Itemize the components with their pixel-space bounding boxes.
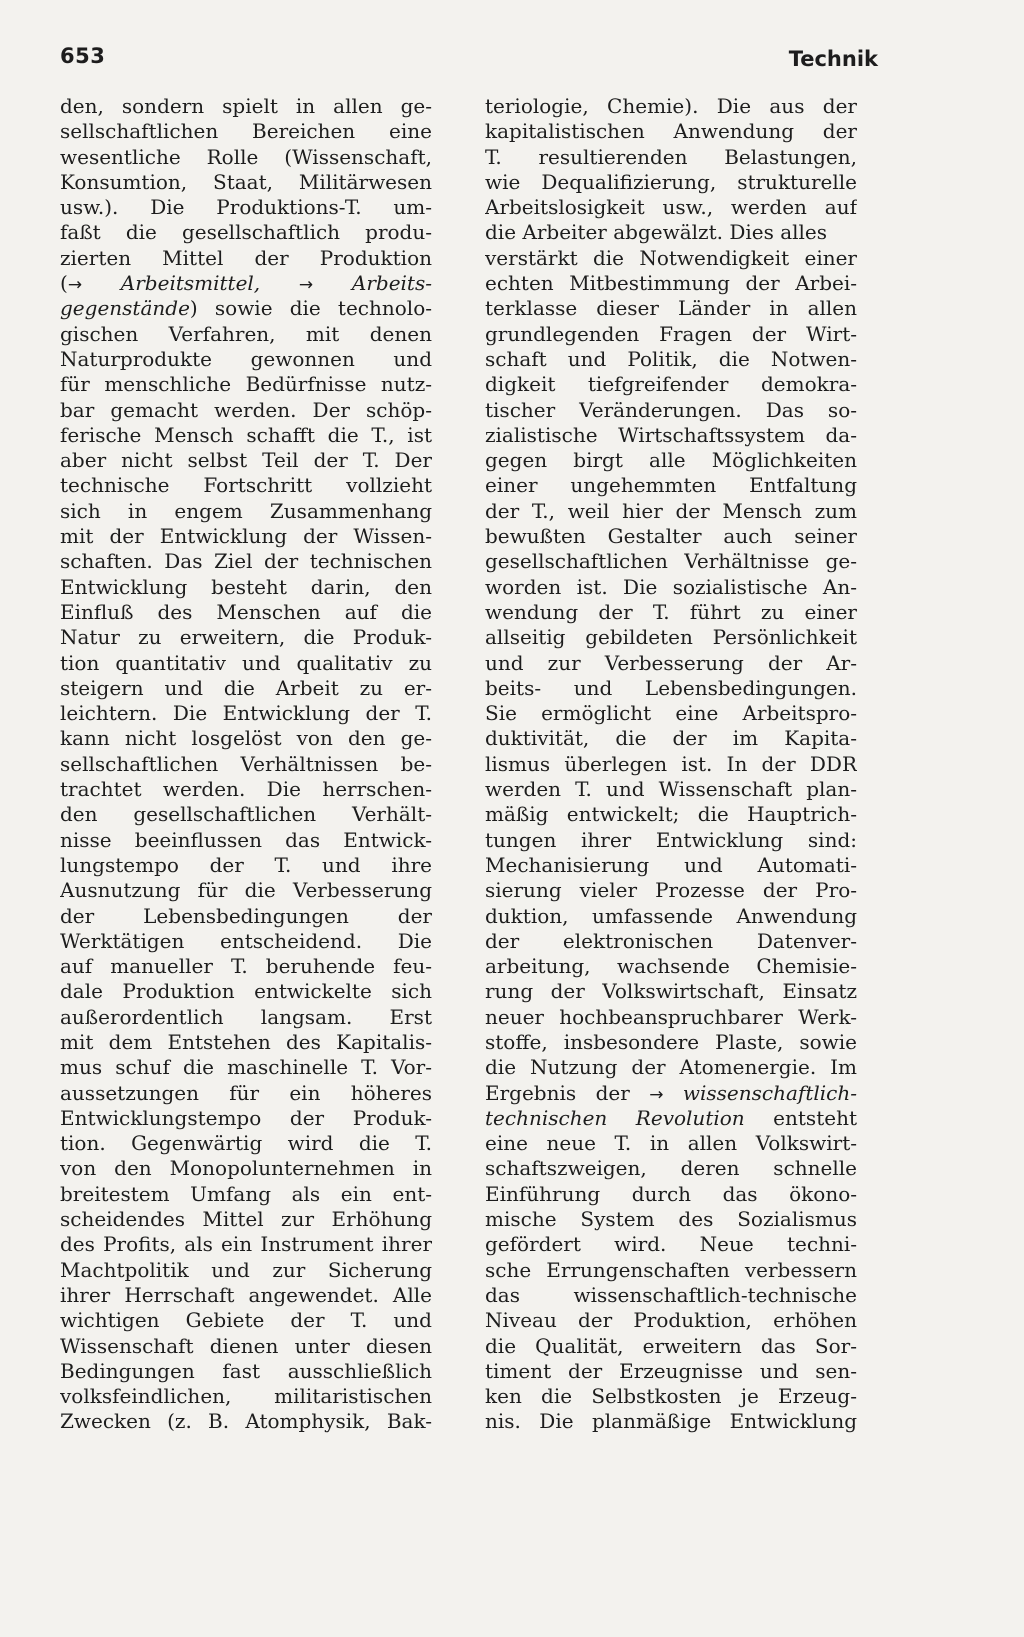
text-line: die Arbeiter abgewälzt. Dies alles — [485, 220, 828, 245]
text-line: einer ungehemmten Entfaltung — [485, 473, 857, 498]
text-line: stoffe, insbesondere Plaste, sowie — [485, 1029, 857, 1054]
text-line: Mechanisierung und Automati- — [485, 852, 857, 877]
text-line: teriologie, Chemie). Die aus der — [485, 94, 857, 118]
text-line: für menschliche Bedürfnisse nutz- — [60, 372, 432, 397]
text-line: der T., weil hier der Mensch zum — [485, 498, 857, 523]
text-line: mäßig entwickelt; die Hauptrich- — [485, 802, 857, 827]
text-line: dale Produktion entwickelte sich — [60, 979, 432, 1004]
text-line: T. resultierenden Belastungen, — [485, 144, 857, 169]
text-fragment — [260, 271, 299, 295]
text-line: nisse beeinflussen das Entwick- — [60, 827, 432, 852]
text-line: aussetzungen für ein höheres — [60, 1080, 432, 1105]
text-line: aber nicht selbst Teil der T. Der — [60, 448, 432, 473]
text-line: faßt die gesellschaftlich produ- — [60, 220, 432, 245]
text-line — [60, 296, 432, 321]
text-line: neuer hochbeanspruchbarer Werk- — [485, 1004, 857, 1029]
running-head: Technik — [788, 47, 878, 71]
cross-reference-arrow-icon: → — [298, 275, 314, 296]
text-line: zierten Mittel der Produktion — [60, 245, 432, 270]
cross-reference-term: technischen Revolution — [485, 1105, 745, 1130]
text-line: ihrer Herrschaft angewendet. Alle — [60, 1282, 432, 1307]
text-line: nis. Die planmäßige Entwicklung — [485, 1409, 857, 1434]
text-line: Sie ermöglicht eine Arbeitspro- — [485, 701, 857, 726]
text-line: Naturprodukte gewonnen und — [60, 346, 432, 371]
text-line: duktion, umfassende Anwendung — [485, 903, 857, 928]
text-line: schaften. Das Ziel der technischen — [60, 549, 432, 574]
cross-reference-term: Arbeitsmittel, — [82, 271, 261, 296]
text-line: tungen ihrer Entwicklung sind: — [485, 827, 857, 852]
text-line: tischer Veränderungen. Das so- — [485, 397, 857, 422]
text-line: allseitig gebildeten Persönlichkeit — [485, 625, 857, 650]
text-line: der elektronischen Datenver- — [485, 928, 857, 953]
text-line: ken die Selbstkosten je Erzeug- — [485, 1384, 857, 1409]
text-line: Entwicklungstempo der Produk- — [60, 1105, 432, 1130]
text-line: wesentliche Rolle (Wissenschaft, — [60, 144, 432, 169]
text-line: Niveau der Produktion, erhöhen — [485, 1308, 857, 1333]
text-line: beits- und Lebensbedingungen. — [485, 675, 857, 700]
text-line: Zwecken (z. B. Atomphysik, Bak- — [60, 1409, 432, 1434]
text-line: timent der Erzeugnisse und sen- — [485, 1358, 857, 1383]
text-line: den, sondern spielt in allen ge- — [60, 94, 432, 118]
text-line — [60, 271, 432, 296]
text-line: Entwicklung besteht darin, den — [60, 574, 432, 599]
text-fragment: ( — [60, 271, 68, 296]
text-line: Konsumtion, Staat, Militärwesen — [60, 169, 432, 194]
text-line: gefördert wird. Neue techni- — [485, 1232, 857, 1257]
text-line: lungstempo der T. und ihre — [60, 852, 432, 877]
cross-reference-term: gegenstände — [60, 296, 190, 321]
text-line: gegen birgt alle Möglichkeiten — [485, 448, 857, 473]
text-line: auf manueller T. beruhende feu- — [60, 954, 432, 979]
text-line: terklasse dieser Länder in allen — [485, 296, 857, 321]
text-line: wendung der T. führt zu einer — [485, 599, 857, 624]
text-line: wichtigen Gebiete der T. und — [60, 1308, 432, 1333]
text-line: lismus überlegen ist. In der DDR — [485, 751, 857, 776]
text-line: sierung vieler Prozesse der Pro- — [485, 878, 857, 903]
text-line: technische Fortschritt vollzieht — [60, 473, 432, 498]
text-line: echten Mitbestimmung der Arbei- — [485, 271, 857, 296]
text-line: den gesellschaftlichen Verhält- — [60, 802, 432, 827]
text-line: scheidendes Mittel zur Erhöhung — [60, 1207, 432, 1232]
text-line: Einfluß des Menschen auf die — [60, 599, 432, 624]
cross-reference-term: wissenschaftlich- — [663, 1080, 857, 1105]
text-line: rung der Volkswirtschaft, Einsatz — [485, 979, 857, 1004]
cross-reference-arrow-icon: → — [67, 275, 83, 296]
cross-reference-arrow-icon: → — [649, 1084, 664, 1105]
text-line: Arbeitslosigkeit usw., werden auf — [485, 195, 857, 220]
text-column-left — [60, 94, 432, 1435]
text-line: Einführung durch das ökono- — [485, 1181, 857, 1206]
text-line: Machtpolitik und zur Sicherung — [60, 1257, 432, 1282]
text-line: die Nutzung der Atomenergie. Im — [485, 1055, 857, 1080]
text-line: der Lebensbedingungen der — [60, 903, 432, 928]
text-line: worden ist. Die sozialistische An- — [485, 574, 857, 599]
page-number: 653 — [60, 44, 106, 68]
text-line: mus schuf die maschinelle T. Vor- — [60, 1055, 432, 1080]
text-line: volksfeindlichen, militaristischen — [60, 1384, 432, 1409]
text-line: Werktätigen entscheidend. Die — [60, 928, 432, 953]
text-line: Natur zu erweitern, die Produk- — [60, 625, 432, 650]
text-line: mit dem Entstehen des Kapitalis- — [60, 1029, 432, 1054]
text-line: das wissenschaftlich-technische — [485, 1282, 857, 1307]
text-line: trachtet werden. Die herrschen- — [60, 777, 432, 802]
text-line: Bedingungen fast ausschließlich — [60, 1358, 432, 1383]
text-line: gischen Verfahren, mit denen — [60, 321, 432, 346]
text-line: kapitalistischen Anwendung der — [485, 119, 857, 144]
text-line: duktivität, die der im Kapita- — [485, 726, 857, 751]
text-line: breitestem Umfang als ein ent- — [60, 1181, 432, 1206]
text-line: sich in engem Zusammenhang — [60, 498, 432, 523]
text-line: tion quantitativ und qualitativ zu — [60, 650, 432, 675]
text-line: leichtern. Die Entwicklung der T. — [60, 701, 432, 726]
text-fragment: Ergebnis der — [485, 1080, 650, 1105]
text-line: gesellschaftlichen Verhältnisse ge- — [485, 549, 857, 574]
text-line — [485, 1081, 857, 1106]
text-line: bar gemacht werden. Der schöp- — [60, 397, 432, 422]
text-line: und zur Verbesserung der Ar- — [485, 650, 857, 675]
text-line: eine neue T. in allen Volkswirt- — [485, 1131, 857, 1156]
text-line: ferische Mensch schafft die T., ist — [60, 422, 432, 447]
text-line — [485, 1106, 857, 1131]
text-line: sellschaftlichen Verhältnissen be- — [60, 751, 432, 776]
text-line: schaftszweigen, deren schnelle — [485, 1156, 857, 1181]
text-line: die Qualität, erweitern das Sor- — [485, 1333, 857, 1358]
text-line: schaft und Politik, die Notwen- — [485, 346, 857, 371]
text-line: werden T. und Wissenschaft plan- — [485, 777, 857, 802]
text-line: kann nicht losgelöst von den ge- — [60, 726, 432, 751]
text-line: sellschaftlichen Bereichen eine — [60, 119, 432, 144]
text-line: bewußten Gestalter auch seiner — [485, 524, 857, 549]
text-line: außerordentlich langsam. Erst — [60, 1004, 432, 1029]
text-line: mische System des Sozialismus — [485, 1207, 857, 1232]
text-line: Wissenschaft dienen unter diesen — [60, 1333, 432, 1358]
text-line: sche Errungenschaften verbessern — [485, 1257, 857, 1282]
text-line: wie Dequalifizierung, strukturelle — [485, 169, 857, 194]
cross-reference-term: Arbeits- — [313, 271, 432, 296]
text-line: digkeit tiefgreifender demokra- — [485, 372, 857, 397]
text-line: arbeitung, wachsende Chemisie- — [485, 954, 857, 979]
text-line: tion. Gegenwärtig wird die T. — [60, 1131, 432, 1156]
text-line: zialistische Wirtschaftssystem da- — [485, 422, 857, 447]
text-fragment: entsteht — [744, 1105, 857, 1130]
text-line: steigern und die Arbeit zu er- — [60, 675, 432, 700]
text-line: mit der Entwicklung der Wissen- — [60, 524, 432, 549]
text-column-right — [485, 94, 857, 1435]
text-line: von den Monopolunternehmen in — [60, 1156, 432, 1181]
text-line: usw.). Die Produktions-T. um- — [60, 195, 432, 220]
text-line: grundlegenden Fragen der Wirt- — [485, 321, 857, 346]
text-line: Ausnutzung für die Verbesserung — [60, 878, 432, 903]
text-fragment: ) sowie die technolo- — [189, 296, 432, 321]
text-line: verstärkt die Notwendigkeit einer — [485, 245, 857, 270]
text-line: des Profits, als ein Instrument ihrer — [60, 1232, 432, 1257]
